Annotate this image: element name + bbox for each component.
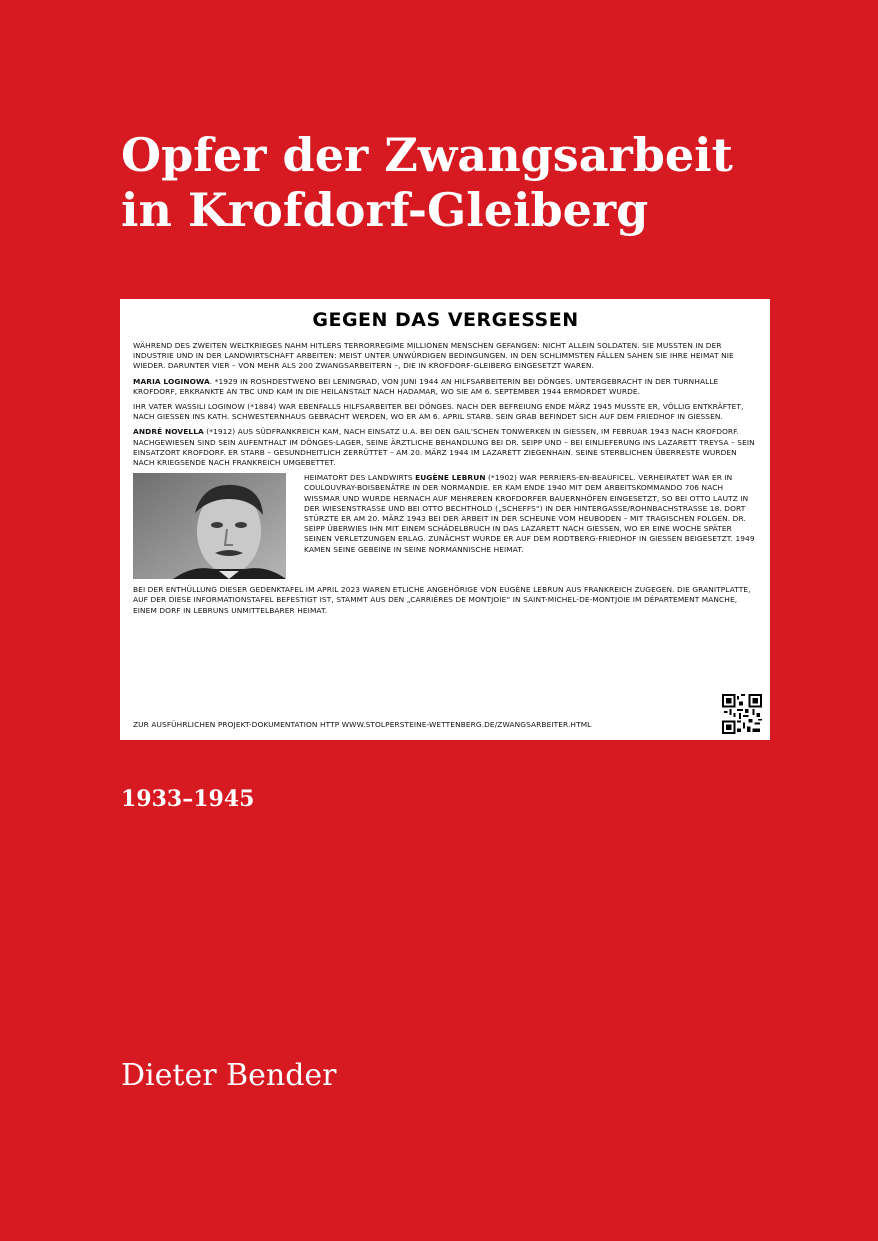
plaque-eugene-row: [133, 473, 758, 579]
plaque-wassili-paragraph: IHR VATER WASSILI LOGINOW (*1884) WAR EBENFALLS HILFSARBEITER BEI DÖNGES. NACH DER BEFREIUNG ENDE MÄRZ 1945 MUSSTE ER, VÖLLIG ENTKRÄFTET, NACH GIESSEN INS KATH. SCHWESTERNHAUS GEBRACHT WERDEN, WO ER AM 6. APRIL STARB. SEIN GRAB BEFINDET SICH AUF DEM FRIEDHOF IN GIESSEN.: [133, 402, 744, 422]
author-name: Dieter Bender: [121, 1058, 337, 1093]
qr-code-icon: [722, 694, 762, 734]
plaque-doc-link: ZUR AUSFÜHRLICHEN PROJEKT-DOKUMENTATION HTTP WWW.STOLPERSTEINE-WETTENBERG.DE/ZWANGSARBEITER.HTML: [133, 719, 592, 729]
andre-text: (*1912) AUS SÜDFRANKREICH KAM, NACH EINSATZ U.A. BEI DEN GAIL'SCHEN TONWERKEN IN GIESSEN, IM FEBRUAR 1943 NACH KROFDORF. NACHGEWIESEN SIND SEIN AUFENTHALT IM DÖNGES-LAGER, SEINE ÄRZTLICHE BEHANDLUNG BEI DR. SEIPP UND – BEI EINLIEFERUNG INS LAZARETT TREYSA – SEIN EINSATZORT KROFDORF. ER STARB – GESUNDHEITLICH ZERRÜTTET – AM 20. MÄRZ 1944 IM LAZARETT ZIEGENHAIN. SEINE STERBLICHEN ÜBERRESTE WURDEN NACH KRIEGSENDE NACH FRANKREICH UMGEBETTET.: [133, 427, 755, 468]
eugene-prefix: HEIMATORT DES LANDWIRTS: [304, 473, 416, 483]
title-line-2: in Krofdorf-Gleiberg: [121, 183, 649, 237]
plaque-unveiling-paragraph: BEI DER ENTHÜLLUNG DIESER GEDENKTAFEL IM APRIL 2023 WAREN ETLICHE ANGEHÖRIGE VON EUGÈNE LEBRUN AUS FRANKREICH ZUGEGEN. DIE GRANITPLATTE, AUF DER DIESE INFORMATIONSTAFEL BEFESTIGT IST, STAMMT AUS DEN „CARRIÈRES DE MONTJOIE“ IN SAINT-MICHEL-DE-MONTJOIE IM DÉPARTEMENT MANCHE, EINEM DORF IN LEBRUNS UNMITTELBARER HEIMAT.: [133, 585, 751, 615]
plaque-intro: WÄHREND DES ZWEITEN WELTKRIEGES NAHM HITLERS TERRORREGIME MILLIONEN MENSCHEN GEFANGEN: NICHT ALLEIN SOLDATEN. SIE MUSSTEN IN DER INDUSTRIE UND IN DER LANDWIRTSCHAFT ARBEITEN: MEIST UNTER UNWÜRDIGEN BEDINGUNGEN. IN DEN SCHLIMMSTEN FÄLLEN SAHEN SIE IHRE HEIMAT NIE WIEDER. DARUNTER VIER – VON MEHR ALS 200 ZWANGSARBEITERN –, DIE IN KROFDORF-GLEIBERG EINGESETZT WAREN.: [133, 341, 734, 371]
plaque-heading: GEGEN DAS VERGESSEN: [312, 309, 579, 331]
years-range: 1933–1945: [121, 786, 255, 812]
title-line-1: Opfer der Zwangsarbeit: [121, 128, 733, 182]
portrait-photo: [133, 473, 286, 579]
memorial-plaque-image: [120, 299, 770, 740]
plaque-footer: [133, 694, 762, 734]
maria-text: . *1929 IN ROSHDESTWENO BEI LENINGRAD, VON JUNI 1944 AN HILFSARBEITERIN BEI DÖNGES. UNTERGEBRACHT IN DER TURNHALLE KROFDORF, ERKRANKTE AN TBC UND KAM IN DIE HEILANSTALT NACH HADAMAR, WO SIE AM 6. SEPTEMBER 1944 ERMORDET WURDE.: [133, 376, 719, 396]
plaque-andre-paragraph: [133, 427, 758, 468]
book-title: [121, 128, 821, 238]
maria-name: MARIA LOGINOWA: [133, 376, 210, 386]
eugene-name: EUGÈNE LEBRUN: [415, 473, 486, 483]
portrait-illustration: [133, 473, 286, 579]
plaque-eugene-paragraph: [304, 473, 758, 579]
andre-name: ANDRÉ NOVELLA: [133, 427, 204, 437]
eugene-text: (*1902) WAR PERRIERS-EN-BEAUFICEL. VERHEIRATET WAR ER IN COULOUVRAY-BOISBENÂTRE IN DER NORMANDIE. ER KAM ENDE 1940 MIT DEM ARBEITSKOMMANDO 706 NACH WISSMAR UND WURDE HERNACH AUF MEHREREN KROFDORFER BAUERNHÖFEN EINGESETZT, SO BEI OTTO LAUTZ IN DER WIESENSTRASSE UND BEI OTTO BECHTHOLD („SCHEFFS“) IN DER HINTERGASSE/ROHNBACHSTRASSE 18. DORT STÜRZTE ER AM 20. MÄRZ 1943 BEI DER ARBEIT IN DER SCHEUNE VOM HEUBODEN – MIT TRAGISCHEN FOLGEN. DR. SEIPP ÜBERWIES IHN MIT EINEM SCHÄDELBRUCH IN DAS LAZARETT NACH GIESSEN, WO ER EINE WOCHE SPÄTER SEINEN VERLETZUNGEN ERLAG. ZUNÄCHST WURDE ER AUF DEM RODTBERG-FRIEDHOF IN GIESSEN BEIGESETZT. 1949 KAMEN SEINE GEBEINE IN SEINE NORMANNISCHE HEIMAT.: [304, 473, 755, 554]
plaque-maria-paragraph: [133, 377, 758, 397]
